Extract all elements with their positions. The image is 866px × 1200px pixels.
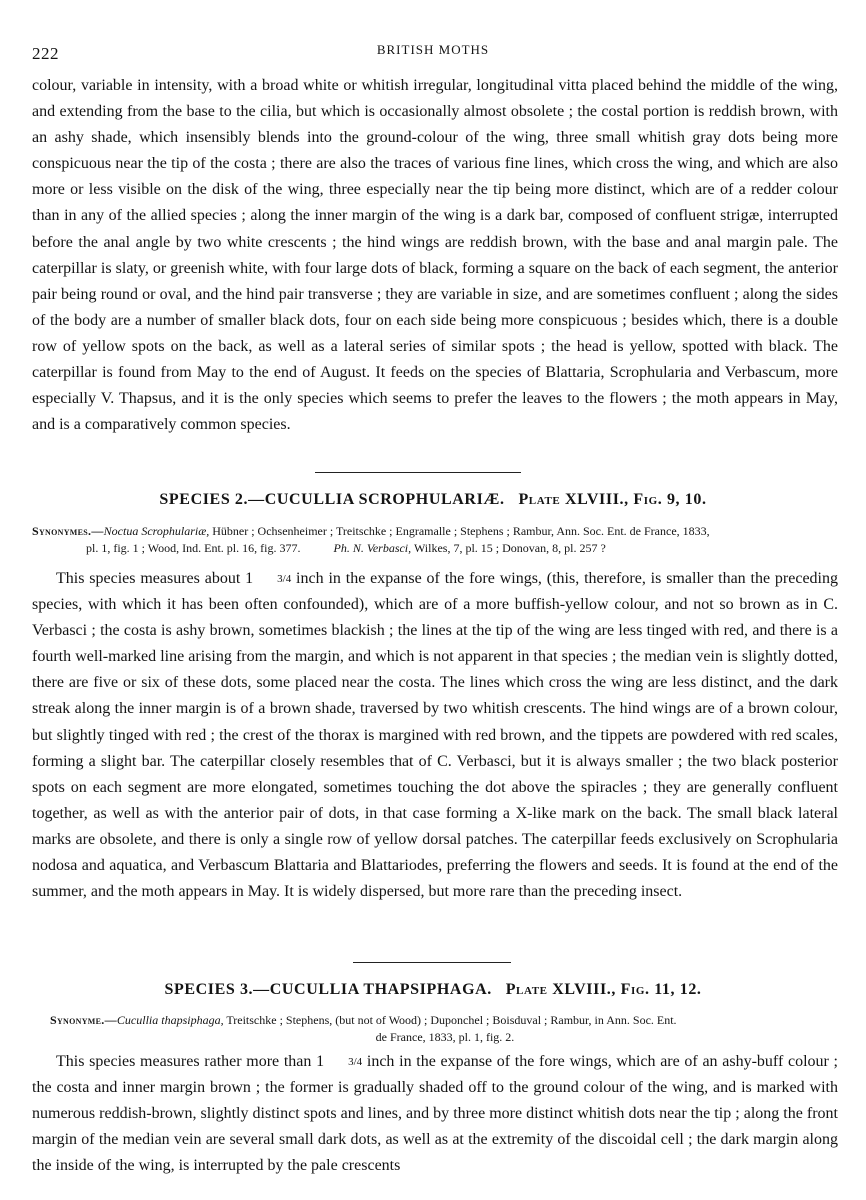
species-3-heading bbox=[0, 981, 866, 999]
synonyms-label: Synonyme.— bbox=[50, 1013, 117, 1027]
synonyms-line bbox=[32, 540, 838, 557]
fraction: 3/4 bbox=[277, 573, 292, 585]
synonym-references: Hübner ; Ochsenheimer ; Treitschke ; Engramalle ; Stephens ; Rambur, Ann. Soc. Ent. de France, 1833, bbox=[209, 524, 710, 538]
description-lead: This species measures rather more than 1 bbox=[56, 1053, 325, 1070]
species-3-synonyms bbox=[50, 1012, 820, 1046]
section-divider bbox=[315, 472, 521, 473]
synonym-name: Cucullia thapsiphaga, bbox=[116, 1013, 224, 1027]
synonyms-line: de France, 1833, pl. 1, fig. 2. bbox=[375, 1030, 515, 1044]
synonyms-line bbox=[50, 1012, 820, 1029]
synonyms-label: Synonymes.— bbox=[32, 524, 104, 538]
species-2-synonyms bbox=[32, 523, 838, 557]
description-text: inch in the expanse of the fore wings, which are of an ashy-buff colour ; the costa and inner margin brown ; the former is gradually shaded off to the ground colour of the wing, and is marked with numerous reddish-brown, slightly distinct spots and lines, and by three more distinct whitish dots near the tip ; along the front margin of the median vein are several small dark dots, as well as at the extremity of the discoidal cell ; the dark margin along the inside of the wing, is interrupted by the pale crescents bbox=[32, 1053, 838, 1175]
synonym-references: pl. 1, fig. 1 ; Wood, Ind. Ent. pl. 16, fig. 377. bbox=[86, 541, 301, 555]
page-number: 222 bbox=[32, 44, 59, 63]
description-lead: This species measures about 1 bbox=[56, 570, 254, 587]
species-2-heading bbox=[0, 491, 866, 509]
synonyms-line bbox=[32, 523, 838, 540]
fraction: 3/4 bbox=[348, 1056, 363, 1068]
synonym-name: Noctua Scrophulariæ, bbox=[103, 524, 210, 538]
synonym-references: Wilkes, 7, pl. 15 ; Donovan, 8, pl. 257 ? bbox=[411, 541, 606, 555]
synonym-name: Ph. N. Verbasci, bbox=[333, 541, 412, 555]
species-3-heading-plate: Plate XLVIII., Fig. 11, 12. bbox=[505, 981, 702, 998]
running-head bbox=[32, 40, 834, 64]
synonym-references: Treitschke ; Stephens, (but not of Wood) ; Duponchel ; Boisduval ; Rambur, in Ann. Soc. Ent. bbox=[223, 1013, 677, 1027]
species-3-description bbox=[32, 1049, 838, 1179]
species-2-heading-main: SPECIES 2.—CUCULLIA SCROPHULARIÆ. bbox=[159, 491, 505, 508]
running-title: BRITISH MOTHS bbox=[376, 42, 490, 57]
paragraph-species-1-continued: colour, variable in intensity, with a broad white or whitish irregular, longitudinal vitta placed behind the middle of the wing, and extending from the base to the cilia, but which is occasionally almost obsolete ; the costal portion is reddish brown, with an ashy shade, which insensibly blends into the ground-colour of the wing, three small whitish gray dots being more conspicuous near the tip of the costa ; there are also the traces of various fine lines, which cross the wing, and which are also more or less visible on the disk of the wing, three especially near the tip being more distinct, which are of a redder colour than in any of the allied species ; along the inner margin of the wing is a dark bar, composed of confluent strigæ, interrupted before the anal angle by two white crescents ; the hind wings are reddish brown, with the base and anal margin pale. The caterpillar is slaty, or greenish white, with four large dots of black, forming a square on the back of each segment, the anterior pair being round or oval, and the hind pair transverse ; they are variable in size, and are sometimes confluent ; along the sides of the body are a number of smaller black dots, four on each side being more conspicuous ; besides which, there is a double row of yellow spots on the back, as well as a lateral series of similar spots ; the head is yellow, spotted with black. The caterpillar is found from May to the end of August. It feeds on the species of Blattaria, Scrophularia and Verbascum, more especially V. Thapsus, and it is the only species which seems to prefer the leaves to the flowers ; the moth appears in May, and is a comparatively common species. bbox=[32, 77, 838, 434]
section-divider bbox=[353, 962, 511, 963]
species-3-heading-main: SPECIES 3.—CUCULLIA THAPSIPHAGA. bbox=[164, 981, 492, 998]
species-2-heading-plate: Plate XLVIII., Fig. 9, 10. bbox=[518, 491, 707, 508]
species-2-description bbox=[32, 566, 838, 905]
description-text: inch in the expanse of the fore wings, (this, therefore, is smaller than the preceding species, with which it has been often confounded), which are of a more buffish-yellow colour, and not so brown as in C. Verbasci ; the costa is ashy brown, sometimes blackish ; the lines at the tip of the wing are less tinged with red, and there is a fourth well-marked line arising from the margin, and which is not apparent in that species ; the median vein is slightly dotted, there are five or six of these dots, some placed near the costa. The lines which cross the wing are less distinct, and the dark streak along the inner margin is of a brown shade, traversed by two whitish crescents. The hind wings are of a brown colour, but slightly tinged with red ; the crest of the thorax is margined with red brown, and the tippets are powdered with red scales, forming a slight bar. The caterpillar closely resembles that of C. Verbasci, but it is always smaller ; the two black posterior spots on each segment are more elongated, sometimes touching the dot above the spiracles ; they are generally confluent together, as well as with the anterior pair of dots, in that case forming a X-like mark on the back. The small black lateral marks are obsolete, and there is only a single row of yellow dorsal patches. The caterpillar feeds exclusively on Scrophularia nodosa and aquatica, and Verbascum Blattaria and Blattariodes, preferring the flowers and seeds. It is found at the end of the summer, and the moth appears in May. It is widely dispersed, but more rare than the preceding insect. bbox=[32, 570, 839, 901]
